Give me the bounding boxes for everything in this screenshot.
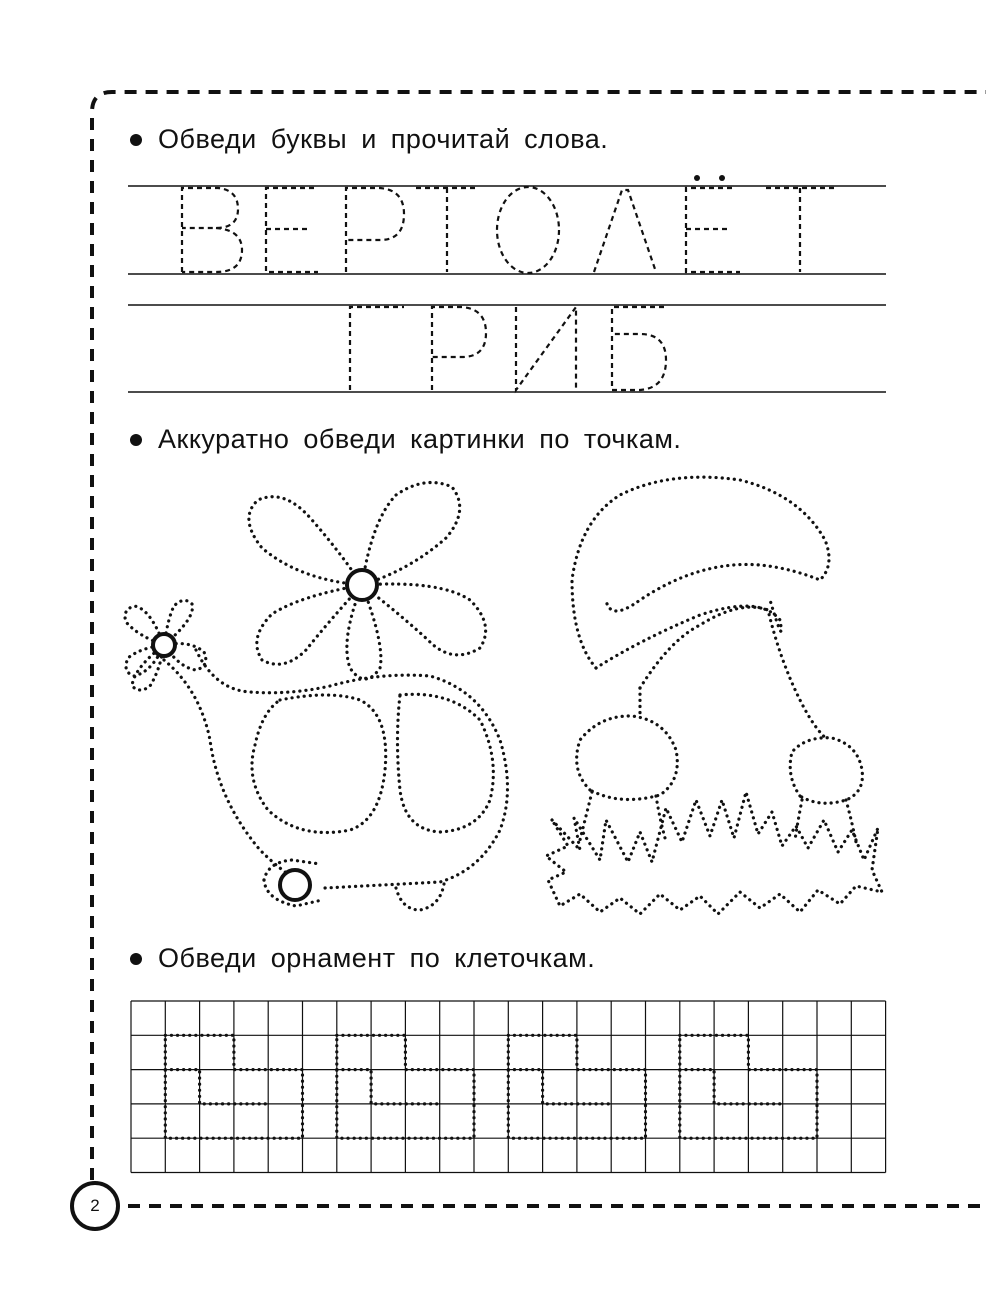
page-number: 2 [70,1181,120,1231]
helicopter-dotted-picture [125,483,508,911]
instruction-text: Обведи орнамент по клеточкам. [158,943,596,973]
ornament-motif-inner [337,1070,440,1104]
instruction-trace-pictures [130,424,681,455]
bullet-icon [130,134,142,146]
yo-dots [694,175,725,181]
ornament-motif-inner [680,1070,783,1104]
ornament-pattern [165,1035,817,1138]
instruction-trace-letters [130,124,608,155]
mushrooms-dotted-picture [546,477,882,914]
instruction-text: Обведи буквы и прочитай слова. [158,124,609,154]
ornament-motif-inner [508,1070,611,1104]
bullet-icon [130,953,142,965]
ornament-grid [131,1001,886,1173]
instruction-text: Аккуратно обведи картинки по точкам. [158,424,682,454]
bullet-icon [130,434,142,446]
ornament-motif-inner [165,1070,268,1104]
instruction-trace-ornament [130,943,595,974]
